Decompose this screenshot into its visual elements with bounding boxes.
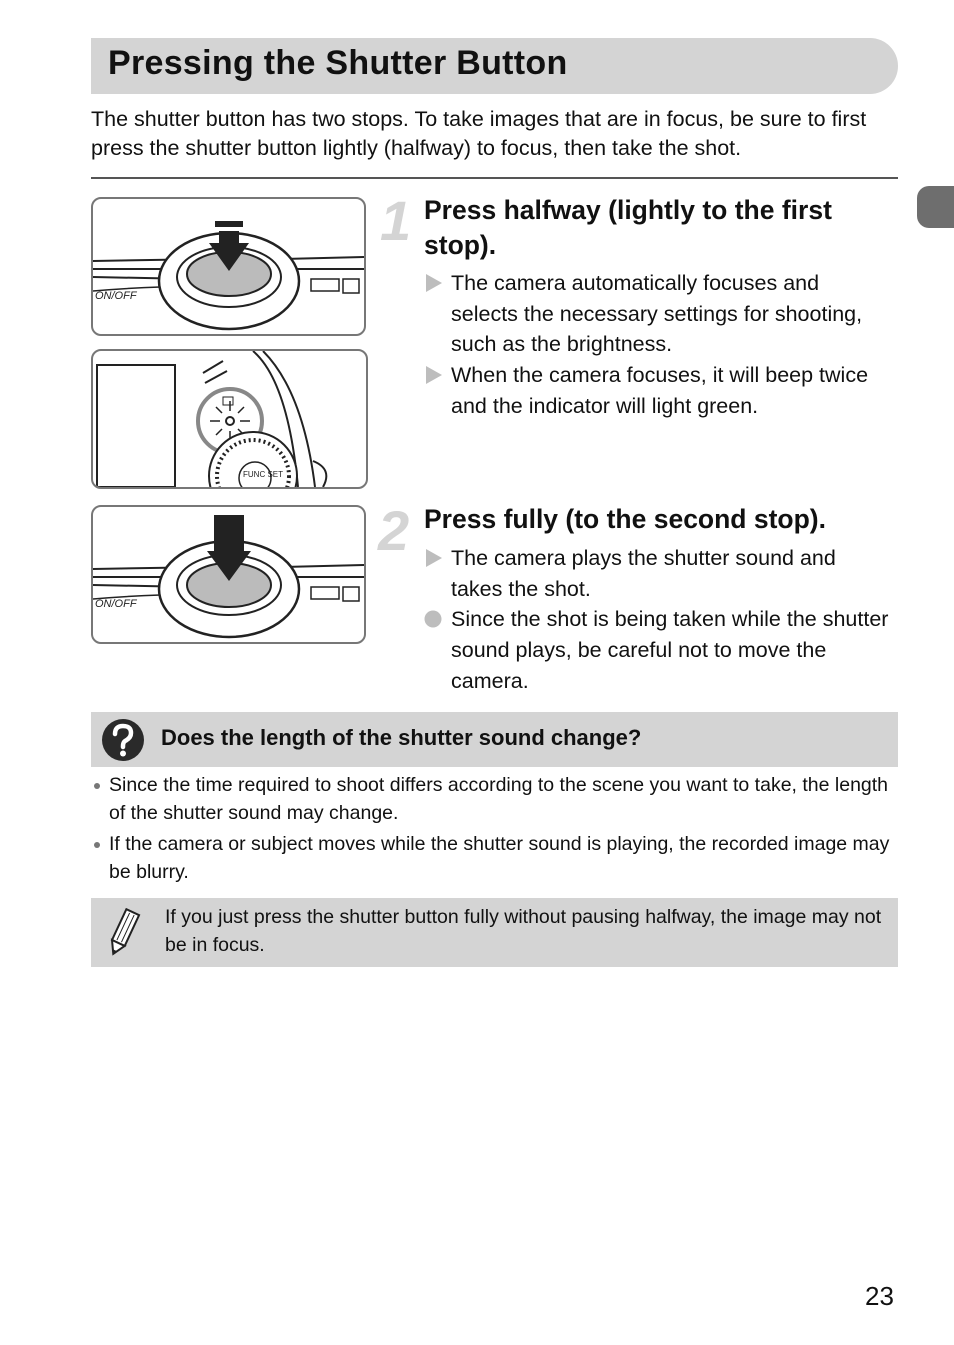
- bullet-dot: [94, 783, 100, 789]
- step-heading: Press fully (to the second stop).: [424, 504, 826, 534]
- bullet-dot: [94, 842, 100, 848]
- step-number: 1: [380, 189, 412, 252]
- illustration-full-press: [91, 505, 366, 644]
- list-item: The camera plays the shutter sound and takes the shot.: [424, 543, 889, 604]
- power-button-label: ON/OFF: [95, 290, 137, 302]
- power-button-label: ON/OFF: [95, 598, 137, 610]
- faq-title: Does the length of the shutter sound change?: [161, 725, 642, 750]
- list-item: Since the shot is being taken while the shutter sound plays, be careful not to move the camera.: [424, 604, 889, 696]
- list-item: When the camera focuses, it will beep twice and the indicator will light green.: [424, 360, 889, 421]
- intro-paragraph: The shutter button has two stops. To take images that are in focus, be sure to first press the shutter button lightly (halfway) to focus, then take the shot.: [91, 107, 867, 160]
- note-text: If you just press the shutter button fully without pausing halfway, the image may not be in focus.: [165, 906, 882, 956]
- triangle-marker-icon: [424, 364, 444, 386]
- list-item: If the camera or subject moves while the shutter sound is playing, the recorded image may be blurry.: [91, 831, 906, 886]
- divider: [91, 177, 898, 179]
- question-icon: [101, 718, 145, 762]
- func-button-label: FUNC SET: [243, 470, 283, 479]
- step-number: 2: [378, 499, 410, 562]
- illustration-half-press: [91, 197, 366, 336]
- circle-marker-icon: [424, 608, 444, 630]
- page-title: Pressing the Shutter Button: [108, 44, 568, 82]
- step-bullets: [424, 268, 889, 422]
- page-number: 23: [865, 1281, 894, 1311]
- step-heading: Press halfway (lightly to the first stop).: [424, 195, 832, 260]
- illustration-indicator: [91, 349, 368, 489]
- step-bullets: [424, 543, 889, 697]
- faq-list: [91, 772, 906, 890]
- triangle-marker-icon: [424, 272, 444, 294]
- triangle-marker-icon: [424, 547, 444, 569]
- pencil-icon: [103, 908, 143, 958]
- list-item: Since the time required to shoot differs according to the scene you want to take, the length of the shutter sound may change.: [91, 772, 906, 827]
- list-item: The camera automatically focuses and selects the necessary settings for shooting, such as the brightness.: [424, 268, 889, 360]
- chapter-tab: [917, 186, 954, 228]
